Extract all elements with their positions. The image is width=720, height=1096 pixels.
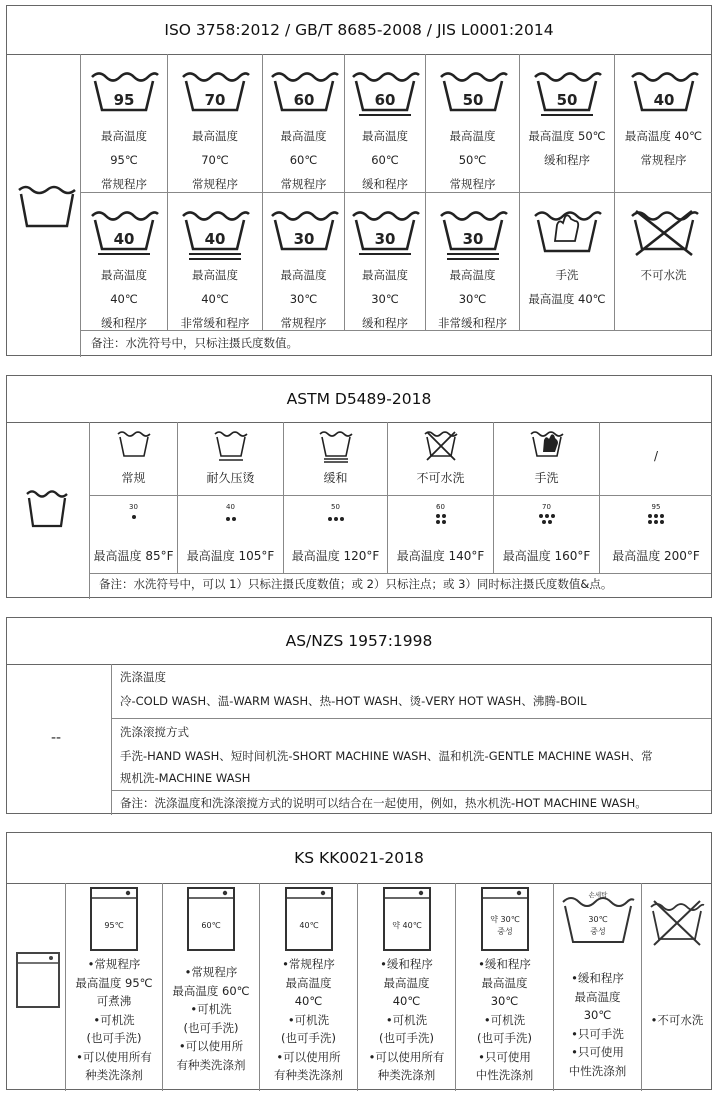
asnzs-temp-head: 洗涤温度 bbox=[120, 670, 166, 684]
astm-temp-text: 最高温度 140°F bbox=[396, 549, 485, 563]
washing-machine-icon bbox=[260, 886, 357, 952]
astm-note: 备注：水洗符号中，可以 1）只标注摄氏度数值；或 2）只标注点；或 3）同时标注摄氏度数值&点。 bbox=[99, 577, 613, 591]
astm-symbol-label: 不可水洗 bbox=[416, 471, 465, 485]
astm-symbol-cell bbox=[599, 422, 712, 495]
svg-text:60: 60 bbox=[293, 91, 314, 109]
wash-temp-icon bbox=[520, 68, 614, 124]
iso-symbol-cell bbox=[262, 192, 344, 330]
svg-text:60: 60 bbox=[374, 91, 396, 109]
hand-wash-icon bbox=[494, 430, 599, 464]
astm-symbol-label: 手洗 bbox=[534, 471, 559, 485]
asnzs-title: AS/NZS 1957:1998 bbox=[7, 618, 711, 665]
svg-text:30: 30 bbox=[462, 230, 483, 248]
temperature-dots-icon bbox=[90, 513, 177, 525]
wash-basin-icon bbox=[25, 489, 69, 529]
astm-dot-cell bbox=[89, 495, 177, 573]
svg-text:95℃: 95℃ bbox=[104, 921, 124, 930]
svg-text:70: 70 bbox=[204, 91, 226, 109]
asnzs-temp-text: 冷-COLD WASH、温-WARM WASH、热-HOT WASH、烫-VERY HOT WASH、沸腾-BOIL bbox=[120, 694, 587, 708]
do-not-wash-icon bbox=[388, 430, 493, 464]
normal-wash-icon bbox=[90, 430, 177, 464]
astm-dot-cell bbox=[493, 495, 599, 573]
do-not-wash-icon bbox=[642, 893, 712, 951]
ks-symbol-cell bbox=[455, 883, 553, 1091]
iso-symbol-cell bbox=[167, 54, 262, 192]
svg-text:손세탁: 손세탁 bbox=[588, 891, 607, 899]
ks-symbol-cell bbox=[553, 883, 641, 1091]
svg-text:약 40℃: 약 40℃ bbox=[391, 921, 422, 930]
hand-wash-basin-icon bbox=[554, 886, 641, 952]
iso-symbol-cell bbox=[519, 54, 614, 192]
svg-text:40: 40 bbox=[113, 230, 135, 248]
iso-symbol-text: 最高温度 60℃ 缓和程序 bbox=[362, 129, 408, 191]
iso-symbol-cell bbox=[262, 54, 344, 192]
ks-symbol-text: •常规程序 最高温度 40℃ •可机洗 (也可手洗) •可以使用所 有种类洗涤剂 bbox=[274, 957, 343, 1082]
wash-temp-icon bbox=[345, 68, 425, 124]
svg-text:95: 95 bbox=[113, 91, 135, 109]
iso-symbol-text: 最高温度 60℃ 常规程序 bbox=[280, 129, 327, 191]
astm-dot-number: 30 bbox=[129, 503, 138, 511]
astm-temp-text: 最高温度 200°F bbox=[612, 549, 700, 563]
iso-symbol-text: 最高温度 40℃ 常规程序 bbox=[624, 129, 703, 167]
iso-symbol-text: 最高温度 70℃ 常规程序 bbox=[192, 129, 238, 191]
wash-temp-icon bbox=[263, 207, 344, 263]
asnzs-method-text: 手洗-HAND WASH、短时间机洗-SHORT MACHINE WASH、温和机洗-GENTLE MACHINE WASH、常 bbox=[120, 749, 653, 763]
svg-text:40℃: 40℃ bbox=[298, 921, 319, 930]
svg-text:중성: 중성 bbox=[589, 927, 606, 936]
gentle-wash-icon bbox=[284, 430, 387, 464]
svg-text:40: 40 bbox=[204, 230, 226, 248]
wash-temp-icon bbox=[81, 207, 167, 263]
iso-symbol-cell bbox=[519, 192, 614, 330]
iso-symbol-text: 最高温度 40℃ 非常缓和程序 bbox=[180, 268, 250, 330]
temperature-dots-icon bbox=[178, 513, 283, 525]
ks-section bbox=[6, 832, 712, 1090]
astm-symbol-label: / bbox=[653, 449, 659, 463]
washing-machine-icon bbox=[456, 886, 553, 952]
wash-temp-icon bbox=[168, 207, 262, 263]
do-not-wash-icon bbox=[615, 207, 712, 263]
astm-temp-text: 最高温度 160°F bbox=[502, 549, 591, 563]
astm-symbol-label: 缓和 bbox=[323, 471, 348, 485]
ks-symbol-cell bbox=[259, 883, 357, 1091]
iso-symbol-text: 最高温度 30℃ 常规程序 bbox=[280, 268, 327, 330]
astm-dot-number: 95 bbox=[651, 503, 661, 511]
wash-temp-icon bbox=[345, 207, 425, 263]
iso-symbol-cell bbox=[167, 192, 262, 330]
wash-temp-icon bbox=[81, 68, 167, 124]
iso-symbol-text: 不可水洗 bbox=[640, 268, 687, 282]
iso-symbol-text: 最高温度 50℃ 常规程序 bbox=[449, 129, 496, 191]
astm-temp-text: 最高温度 85°F bbox=[93, 549, 174, 563]
astm-symbol-cell bbox=[283, 422, 387, 495]
temperature-dots-icon bbox=[600, 513, 712, 525]
ks-symbol-text: •常规程序 最高温度 95℃ 可煮沸 •可机洗 (也可手洗) •可以使用所有 种类洗涤剂 bbox=[75, 957, 153, 1082]
hand-wash-icon bbox=[520, 207, 614, 263]
astm-dot-cell bbox=[599, 495, 712, 573]
astm-dot-cell bbox=[387, 495, 493, 573]
washing-machine-icon bbox=[163, 886, 259, 952]
wash-temp-icon bbox=[168, 68, 262, 124]
astm-symbol-cell bbox=[387, 422, 493, 495]
astm-symbol-cell bbox=[89, 422, 177, 495]
astm-dot-number: 60 bbox=[436, 503, 445, 511]
ks-symbol-text: •缓和程序 最高温度 40℃ •可机洗 (也可手洗) •可以使用所有 种类洗涤剂 bbox=[368, 957, 445, 1082]
svg-text:50: 50 bbox=[556, 91, 578, 109]
asnzs-note: 备注：洗涤温度和洗涤滚搅方式的说明可以结合在一起使用，例如，热水机洗-HOT MACHINE WASH。 bbox=[120, 796, 647, 810]
iso-symbol-cell bbox=[425, 54, 519, 192]
ks-symbol-text: •常规程序 最高温度 60℃ •可机洗 (也可手洗) •可以使用所 有种类洗涤剂 bbox=[172, 965, 250, 1072]
astm-dot-cell bbox=[177, 495, 283, 573]
wash-temp-icon bbox=[426, 207, 519, 263]
asnzs-section bbox=[6, 617, 712, 814]
iso-symbol-cell bbox=[344, 54, 425, 192]
ks-symbol-cell bbox=[162, 883, 259, 1091]
wash-basin-icon bbox=[17, 184, 77, 230]
temperature-dots-icon bbox=[494, 513, 599, 525]
astm-dot-cell bbox=[283, 495, 387, 573]
astm-symbol-cell bbox=[493, 422, 599, 495]
iso-symbol-text: 最高温度 30℃ 缓和程序 bbox=[362, 268, 408, 330]
washing-machine-icon bbox=[358, 886, 455, 952]
iso-symbol-text: 最高温度 95℃ 常规程序 bbox=[101, 129, 147, 191]
astm-title: ASTM D5489-2018 bbox=[7, 376, 711, 423]
ks-symbol-text: •缓和程序 最高温度 30℃ •可机洗 (也可手洗) •只可使用 中性洗涤剂 bbox=[475, 957, 534, 1082]
iso-section bbox=[6, 5, 712, 356]
iso-symbol-cell bbox=[614, 54, 712, 192]
astm-symbol-label: 耐久压烫 bbox=[206, 471, 255, 485]
iso-symbol-cell bbox=[80, 192, 167, 330]
ks-symbol-cell bbox=[641, 883, 712, 1091]
washing-machine-icon bbox=[15, 951, 61, 1009]
wash-temp-icon bbox=[263, 68, 344, 124]
iso-title: ISO 3758:2012 / GB/T 8685-2008 / JIS L0001:2014 bbox=[7, 6, 711, 55]
ks-title: KS KK0021-2018 bbox=[7, 833, 711, 884]
iso-symbol-cell bbox=[425, 192, 519, 330]
iso-symbol-text: 手洗 最高温度 40℃ bbox=[528, 268, 606, 306]
iso-symbol-cell bbox=[344, 192, 425, 330]
svg-text:중성: 중성 bbox=[496, 927, 513, 936]
ks-symbol-text: •不可水洗 bbox=[650, 1013, 704, 1027]
asnzs-method-head: 洗涤滚搅方式 bbox=[120, 725, 189, 739]
iso-symbol-cell bbox=[614, 192, 712, 330]
astm-symbol-cell bbox=[177, 422, 283, 495]
iso-symbol-cell bbox=[80, 54, 167, 192]
iso-symbol-text: 最高温度 30℃ 非常缓和程序 bbox=[438, 268, 507, 330]
astm-temp-text: 最高温度 105°F bbox=[186, 549, 275, 563]
svg-text:약 30℃: 약 30℃ bbox=[489, 915, 520, 924]
svg-text:30: 30 bbox=[374, 230, 396, 248]
svg-text:40: 40 bbox=[653, 91, 674, 109]
ks-symbol-cell bbox=[357, 883, 455, 1091]
ks-symbol-text: •缓和程序 最高温度 30℃ •只可手洗 •只可使用 中性洗涤剂 bbox=[568, 971, 627, 1078]
washing-machine-icon bbox=[66, 886, 162, 952]
iso-note: 备注：水洗符号中，只标注摄氏度数值。 bbox=[91, 336, 298, 350]
svg-text:50: 50 bbox=[462, 91, 483, 109]
astm-section bbox=[6, 375, 712, 598]
asnzs-left-dash: -- bbox=[51, 730, 62, 746]
temperature-dots-icon bbox=[284, 513, 387, 525]
permanent-press-icon bbox=[178, 430, 283, 464]
svg-text:30℃: 30℃ bbox=[587, 915, 608, 924]
temperature-dots-icon bbox=[388, 513, 493, 525]
astm-dot-number: 50 bbox=[331, 503, 340, 511]
astm-dot-number: 40 bbox=[226, 503, 235, 511]
astm-symbol-label: 常规 bbox=[121, 471, 146, 485]
asnzs-method-text-cont: 规机洗-MACHINE WASH bbox=[120, 771, 251, 785]
iso-symbol-text: 最高温度 40℃ 缓和程序 bbox=[101, 268, 147, 330]
wash-temp-icon bbox=[426, 68, 519, 124]
iso-symbol-text: 最高温度 50℃ 缓和程序 bbox=[528, 129, 606, 167]
svg-text:30: 30 bbox=[293, 230, 314, 248]
astm-dot-number: 70 bbox=[542, 503, 551, 511]
astm-temp-text: 最高温度 120°F bbox=[291, 549, 380, 563]
ks-symbol-cell bbox=[65, 883, 162, 1091]
wash-temp-icon bbox=[615, 68, 712, 124]
svg-text:60℃: 60℃ bbox=[201, 921, 221, 930]
